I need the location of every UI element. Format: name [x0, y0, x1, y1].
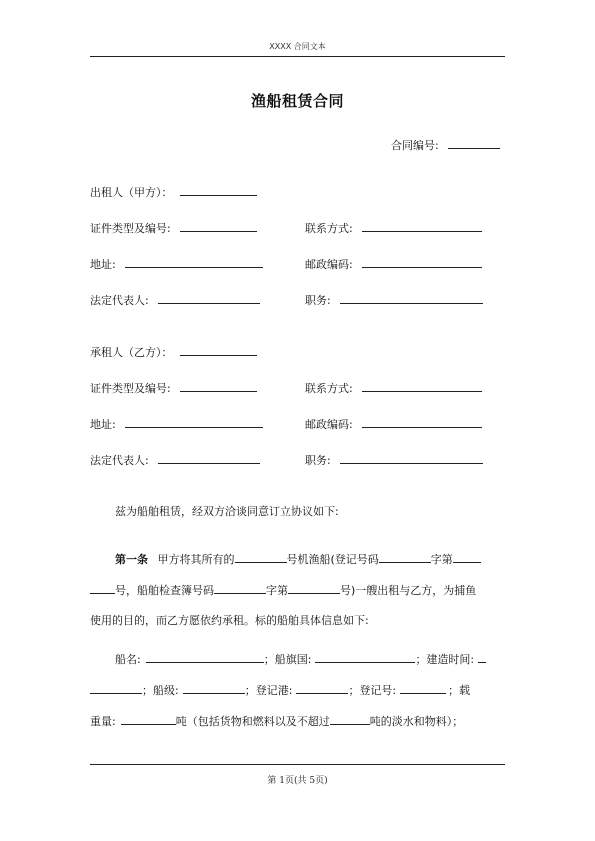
lessor-postcode-label: 邮政编码: [305, 258, 353, 271]
intro-paragraph: 兹为船舶租赁，经双方洽谈同意订立协议如下: [115, 505, 339, 518]
lessee-position-label: 职务: [305, 454, 331, 467]
article1-line2 [90, 582, 476, 599]
header-rule [90, 56, 505, 57]
flag-label: ；船旗国: [263, 653, 312, 666]
lessor-postcode-blank[interactable] [362, 256, 482, 268]
reg-code-blank[interactable] [379, 551, 431, 563]
article1-heading: 第一条 [115, 553, 148, 566]
grade-blank[interactable] [183, 682, 245, 694]
reg-no-blank-a[interactable] [453, 551, 481, 563]
grade-label: ；船级: [142, 684, 179, 697]
load-label-b: 重量: [90, 715, 116, 728]
lessor-contact-blank[interactable] [362, 220, 482, 232]
lessee-postcode-label: 邮政编码: [305, 418, 353, 431]
lessee-rep-blank[interactable] [158, 452, 260, 464]
lessor-rep-row [90, 292, 260, 309]
lessee-id-row [90, 380, 257, 397]
inspection-no-blank[interactable] [288, 582, 340, 594]
lessor-address-blank[interactable] [125, 256, 263, 268]
lessor-id-row [90, 220, 257, 237]
lessee-postcode-row [305, 416, 482, 433]
ship-name-blank[interactable] [146, 651, 264, 663]
article1-text-d: 号，船舶检查簿号码 [115, 584, 214, 597]
reg-no-blank-b[interactable] [90, 582, 115, 594]
lessor-rep-label: 法定代表人: [90, 294, 149, 307]
lessor-postcode-row [305, 256, 482, 273]
lessee-id-blank[interactable] [180, 380, 257, 392]
water-blank[interactable] [330, 713, 370, 725]
lessee-contact-row [305, 380, 482, 397]
page-header: XXXX 合同文本 [269, 42, 326, 51]
lessor-address-label: 地址: [90, 258, 116, 271]
lessor-position-row [305, 292, 483, 309]
built-blank-b[interactable] [90, 682, 142, 694]
lessee-party-row [90, 344, 257, 361]
ton-text: 吨（包括货物和燃料以及不超过 [175, 715, 330, 728]
load-blank[interactable] [121, 713, 176, 725]
built-label: ；建造时间: [415, 653, 475, 666]
lessor-name-blank[interactable] [180, 184, 257, 196]
lessee-rep-row [90, 452, 260, 469]
flag-blank[interactable] [315, 651, 415, 663]
footer-rule [90, 764, 505, 765]
lessor-id-blank[interactable] [180, 220, 257, 232]
lessee-address-row [90, 416, 263, 433]
ship-name-label: 船名: [115, 653, 141, 666]
lessor-position-label: 职务: [305, 294, 331, 307]
article1-text-f: 号)一艘出租与乙方，为捕鱼 [340, 584, 477, 597]
inspection-code-blank[interactable] [214, 582, 266, 594]
lessee-name-blank[interactable] [180, 344, 257, 356]
article1-text-b: 号机渔船(登记号码 [286, 553, 379, 566]
lessee-position-row [305, 452, 483, 469]
lessee-postcode-blank[interactable] [362, 416, 482, 428]
vessel-number-blank[interactable] [235, 551, 287, 563]
article1-text-c: 字第 [430, 553, 453, 566]
ship-info-line1 [115, 651, 486, 668]
lessor-id-label: 证件类型及编号: [90, 222, 171, 235]
lessor-position-blank[interactable] [340, 292, 483, 304]
article1-line3: 使用的目的，而乙方愿依约承租。标的船舶具体信息如下: [90, 614, 369, 627]
contract-number-row [391, 137, 500, 154]
load-label-a: ；载 [448, 684, 471, 697]
article1-text-a: 甲方将其所有的 [157, 553, 235, 566]
contract-number-blank[interactable] [448, 137, 500, 149]
lessor-contact-row [305, 220, 482, 237]
water-text: 吨的淡水和物料）； [369, 715, 464, 728]
lessor-rep-blank[interactable] [158, 292, 260, 304]
article1-text-e: 字第 [266, 584, 288, 597]
lessee-contact-blank[interactable] [362, 380, 482, 392]
lessor-party-row [90, 184, 257, 201]
lessor-address-row [90, 256, 263, 273]
reg-number-label: ；登记号: [348, 684, 397, 697]
document-title: 渔船租赁合同 [250, 92, 344, 110]
lessee-rep-label: 法定代表人: [90, 454, 149, 467]
lessee-id-label: 证件类型及编号: [90, 382, 171, 395]
article1-line1 [115, 551, 481, 568]
contract-number-label: 合同编号: [391, 139, 439, 152]
lessee-position-blank[interactable] [340, 452, 483, 464]
page-footer: 第 1页(共 5页) [267, 776, 328, 786]
lessee-contact-label: 联系方式: [305, 382, 353, 395]
ship-info-line2 [90, 682, 470, 699]
built-blank-a[interactable] [478, 651, 486, 663]
port-label: ；登记港: [244, 684, 293, 697]
lessor-party-label: 出租人（甲方）： [90, 186, 173, 199]
reg-number-blank[interactable] [400, 682, 446, 694]
port-blank[interactable] [296, 682, 348, 694]
lessee-party-label: 承租人（乙方）： [90, 346, 173, 359]
lessee-address-label: 地址: [90, 418, 116, 431]
lessor-contact-label: 联系方式: [305, 222, 353, 235]
lessee-address-blank[interactable] [125, 416, 263, 428]
ship-info-line3 [90, 713, 463, 730]
